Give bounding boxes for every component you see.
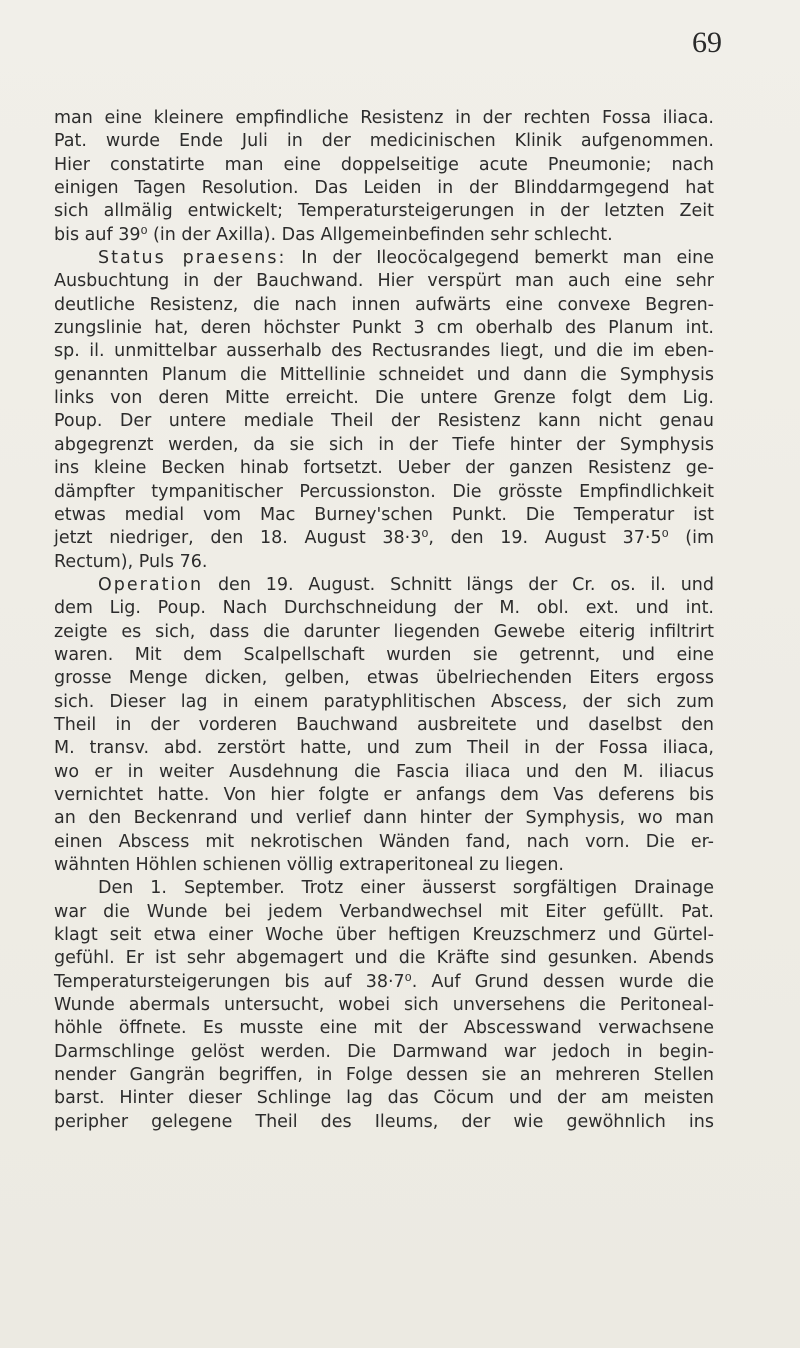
text-line bbox=[54, 481, 714, 504]
text-line bbox=[54, 1041, 714, 1064]
line-text: wähnten Höhlen schienen völlig extraperitoneal zu liegen. bbox=[54, 855, 564, 875]
text-line bbox=[54, 340, 714, 363]
line-text: einigen Tagen Resolution. Das Leiden in der Blinddarmgegend hat bbox=[54, 178, 714, 199]
text-line bbox=[54, 667, 714, 690]
line-text: höhle öffnete. Es musste eine mit der Abscesswand verwachsene bbox=[54, 1018, 714, 1039]
text-line bbox=[54, 644, 714, 667]
line-text: waren. Mit dem Scalpellschaft wurden sie getrennt, und eine bbox=[54, 644, 714, 665]
text-line bbox=[54, 877, 714, 900]
text-line bbox=[54, 597, 714, 620]
text-line bbox=[54, 224, 714, 247]
line-text: gefühl. Er ist sehr abgemagert und die Kräfte sind gesunken. Abends bbox=[54, 948, 714, 969]
text-line bbox=[54, 504, 714, 527]
spaced-heading: Operation bbox=[98, 574, 204, 595]
line-text: Hier constatirte man eine doppelseitige acute Pneumonie; nach bbox=[54, 154, 714, 175]
line-text: klagt seit etwa einer Woche über heftigen Kreuzschmerz und Gürtel- bbox=[54, 925, 714, 946]
line-text: Wunde abermals untersucht, wobei sich unversehens die Peritoneal- bbox=[54, 995, 714, 1016]
text-line bbox=[54, 1111, 714, 1134]
line-text: sich allmälig entwickelt; Temperatursteigerungen in der letzten Zeit bbox=[54, 201, 714, 222]
line-text: bis auf 39⁰ (in der Axilla). Das Allgemeinbefinden sehr schlecht. bbox=[54, 224, 613, 245]
text-line bbox=[54, 714, 714, 737]
text-line bbox=[54, 387, 714, 410]
text-line bbox=[54, 807, 714, 830]
line-text: man eine kleinere empfindliche Resistenz in der rechten Fossa iliaca. bbox=[54, 108, 714, 128]
text-line bbox=[54, 737, 714, 760]
text-line bbox=[54, 574, 714, 597]
line-text: Ausbuchtung in der Bauchwand. Hier verspürt man auch eine sehr bbox=[54, 271, 714, 292]
text-line bbox=[54, 994, 714, 1017]
body-text bbox=[54, 107, 714, 1134]
line-text: Theil in der vorderen Bauchwand ausbreitete und daselbst den bbox=[54, 714, 714, 735]
text-line bbox=[54, 154, 714, 177]
text-line bbox=[54, 924, 714, 947]
line-text: jetzt niedriger, den 18. August 38·3⁰, den 19. August 37·5⁰ (im bbox=[54, 528, 714, 549]
line-text: In der Ileocöcalgegend bemerkt man eine bbox=[286, 248, 714, 269]
line-text: den 19. August. Schnitt längs der Cr. os. il. und bbox=[203, 574, 714, 595]
text-line bbox=[54, 364, 714, 387]
text-line bbox=[54, 691, 714, 714]
line-text: abgegrenzt werden, da sie sich in der Tiefe hinter der Symphysis bbox=[54, 434, 714, 455]
text-line bbox=[54, 457, 714, 480]
line-text: an den Beckenrand und verlief dann hinter der Symphysis, wo man bbox=[54, 808, 714, 829]
line-text: Darmschlinge gelöst werden. Die Darmwand war jedoch in begin- bbox=[54, 1041, 714, 1062]
text-line bbox=[54, 551, 714, 574]
text-line bbox=[54, 761, 714, 784]
line-text: zeigte es sich, dass die darunter liegenden Gewebe eiterig infiltrirt bbox=[54, 621, 714, 642]
line-text: ins kleine Becken hinab fortsetzt. Ueber der ganzen Resistenz ge- bbox=[54, 458, 714, 479]
line-text: nender Gangrän begriffen, in Folge dessen sie an mehreren Stellen bbox=[54, 1065, 714, 1086]
line-text: zungslinie hat, deren höchster Punkt 3 cm oberhalb des Planum int. bbox=[54, 318, 714, 339]
line-text: Temperatursteigerungen bis auf 38·7⁰. Auf Grund dessen wurde die bbox=[54, 971, 714, 992]
text-line bbox=[54, 177, 714, 200]
text-line bbox=[54, 854, 714, 877]
text-line bbox=[54, 784, 714, 807]
text-line bbox=[54, 434, 714, 457]
page-number: 69 bbox=[692, 26, 722, 59]
text-line bbox=[54, 247, 714, 270]
spaced-heading: Status praesens: bbox=[98, 248, 287, 269]
line-text: sp. il. unmittelbar ausserhalb des Rectusrandes liegt, und die im eben- bbox=[54, 341, 714, 362]
text-line bbox=[54, 1064, 714, 1087]
text-line bbox=[54, 621, 714, 644]
line-text: dämpfter tympanitischer Percussionston. Die grösste Empfindlichkeit bbox=[54, 481, 714, 502]
text-line bbox=[54, 317, 714, 340]
line-text: peripher gelegene Theil des Ileums, der wie gewöhnlich ins bbox=[54, 1111, 714, 1132]
text-line bbox=[54, 130, 714, 153]
line-text: wo er in weiter Ausdehnung die Fascia iliaca und den M. iliacus bbox=[54, 761, 714, 782]
text-line bbox=[54, 1017, 714, 1040]
line-text: Den 1. September. Trotz einer äusserst sorgfältigen Drainage bbox=[98, 878, 714, 899]
line-text: deutliche Resistenz, die nach innen aufwärts eine convexe Begren- bbox=[54, 294, 714, 315]
line-text: M. transv. abd. zerstört hatte, und zum Theil in der Fossa iliaca, bbox=[54, 738, 714, 759]
text-line bbox=[54, 947, 714, 970]
line-text: dem Lig. Poup. Nach Durchschneidung der M. obl. ext. und int. bbox=[54, 598, 714, 619]
line-text: Pat. wurde Ende Juli in der medicinischen Klinik aufgenommen. bbox=[54, 131, 714, 152]
line-text: etwas medial vom Mac Burney'schen Punkt. Die Temperatur ist bbox=[54, 504, 714, 525]
text-line bbox=[54, 1087, 714, 1110]
line-text: vernichtet hatte. Von hier folgte er anfangs dem Vas deferens bis bbox=[54, 784, 714, 805]
text-line bbox=[54, 200, 714, 223]
line-text: war die Wunde bei jedem Verbandwechsel mit Eiter gefüllt. Pat. bbox=[54, 901, 714, 922]
text-line bbox=[54, 410, 714, 433]
text-line bbox=[54, 270, 714, 293]
line-text: Poup. Der untere mediale Theil der Resistenz kann nicht genau bbox=[54, 411, 714, 432]
text-line bbox=[54, 901, 714, 924]
line-text: barst. Hinter dieser Schlinge lag das Cöcum und der am meisten bbox=[54, 1088, 714, 1109]
line-text: genannten Planum die Mittellinie schneidet und dann die Symphysis bbox=[54, 364, 714, 385]
text-line bbox=[54, 107, 714, 130]
text-line bbox=[54, 527, 714, 550]
line-text: links von deren Mitte erreicht. Die untere Grenze folgt dem Lig. bbox=[54, 388, 714, 409]
line-text: sich. Dieser lag in einem paratyphlitischen Abscess, der sich zum bbox=[54, 691, 714, 712]
line-text: grosse Menge dicken, gelben, etwas übelriechenden Eiters ergoss bbox=[54, 668, 714, 689]
text-line bbox=[54, 831, 714, 854]
line-text: Rectum), Puls 76. bbox=[54, 551, 208, 572]
text-line bbox=[54, 971, 714, 994]
line-text: einen Abscess mit nekrotischen Wänden fand, nach vorn. Die er- bbox=[54, 831, 714, 852]
text-line bbox=[54, 294, 714, 317]
